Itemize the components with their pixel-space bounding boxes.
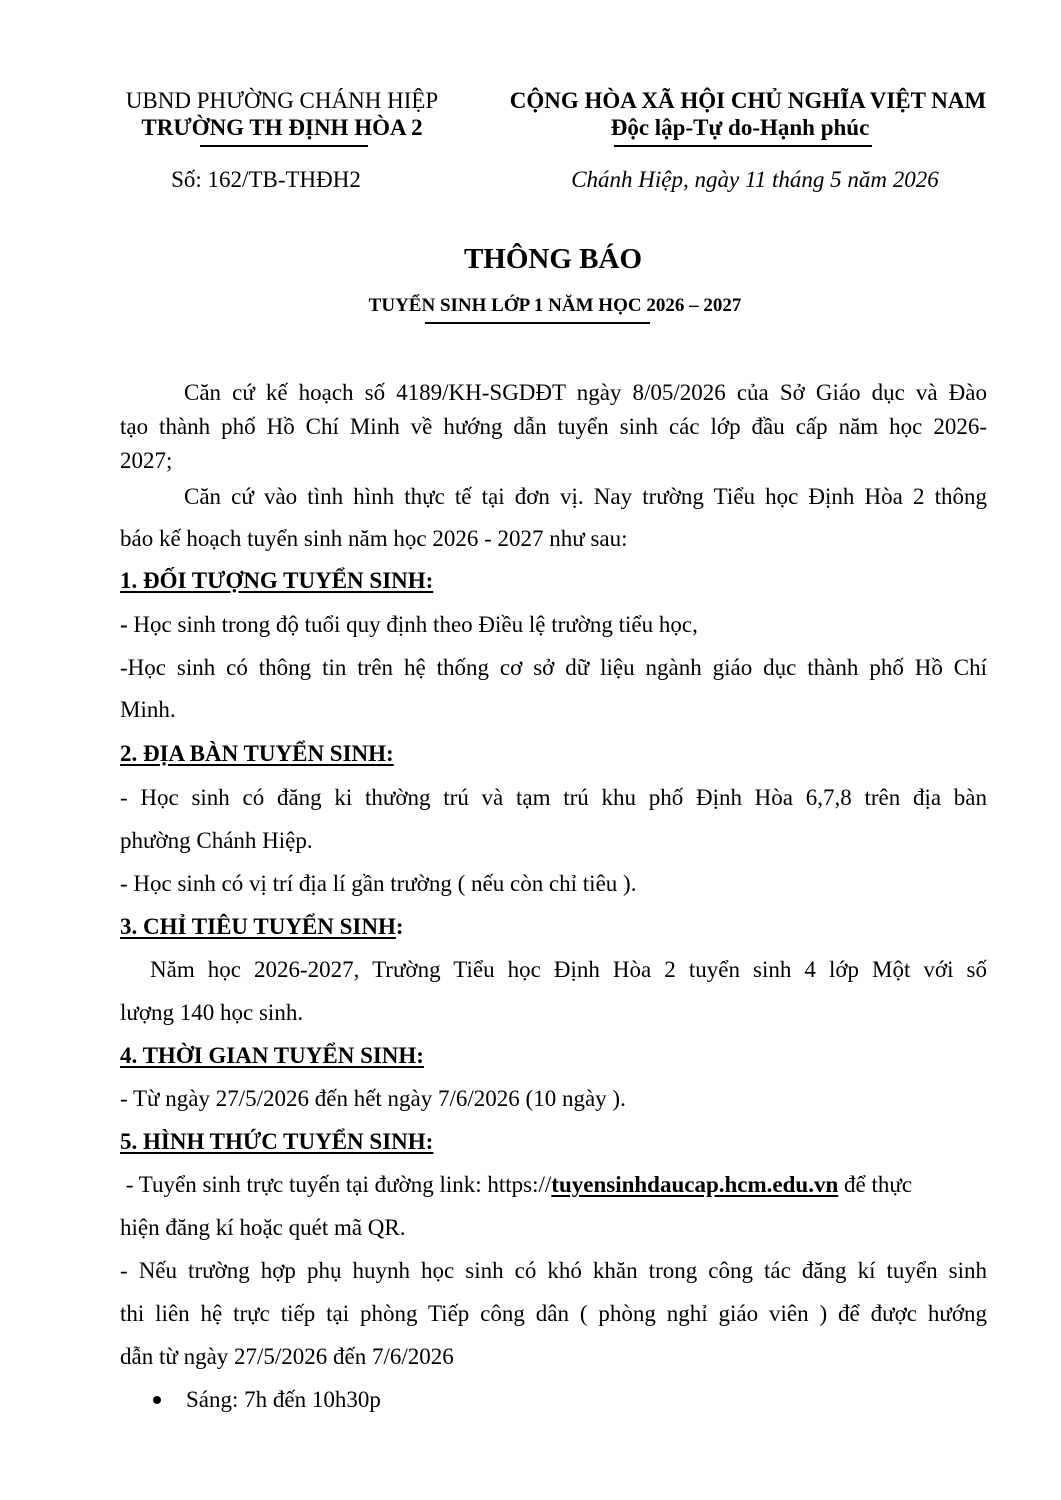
intro-p1-line2: tạo thành phố Hồ Chí Minh về hướng dẫn tuyển sinh các lớp đầu cấp năm học 2026- [120,414,987,439]
section-3-heading-text: 3. CHỈ TIÊU TUYỂN SINH [120,914,396,939]
section-4-heading: 4. THỜI GIAN TUYỂN SINH: [120,1043,424,1068]
section-5-heading: 5. HÌNH THỨC TUYỂN SINH: [120,1129,434,1154]
intro-p1-line1: Căn cứ kế hoạch số 4189/KH-SGDĐT ngày 8/05/2026 của Sở Giáo dục và Đào [184,380,987,405]
registration-link[interactable]: tuyensinhdaucap.hcm.edu.vn [551,1172,839,1197]
org-underline [200,145,368,147]
section-5-item-1-line2: hiện đăng kí hoặc quét mã QR. [120,1215,406,1240]
section-5-bullet-1: Sáng: 7h đến 10h30p [186,1387,381,1412]
section-5-item-2-line2: thi liên hệ trực tiếp tại phòng Tiếp công dân ( phòng nghỉ giáo viên ) để được hướng [120,1301,987,1326]
section-3-heading-colon: : [395,914,404,939]
dash-marker: - [120,612,128,637]
bullet-icon [153,1396,161,1404]
section-2-item-1-line1: - Học sinh có đăng ki thường trú và tạm trú khu phố Định Hòa 6,7,8 trên địa bàn [120,785,987,810]
section-1-heading: 1. ĐỐI TƯỢNG TUYỂN SINH: [120,568,434,593]
section-3-line1: Năm học 2026-2027, Trường Tiểu học Định Hòa 2 tuyển sinh 4 lớp Một với số [150,957,987,982]
section-5-item-2-line1: - Nếu trường hợp phụ huynh học sinh có khó khăn trong công tác đăng kí tuyển sinh [120,1258,987,1283]
intro-p2-line1: Căn cứ vào tình hình thực tế tại đơn vị. Nay trường Tiểu học Định Hòa 2 thông [184,484,987,509]
section-1-item-1-text: Học sinh trong độ tuổi quy định theo Điều lệ trường tiểu học, [127,612,698,637]
doc-number: Số: 162/TB-THĐH2 [171,167,361,192]
section-1-item-2-line1: -Học sinh có thông tin trên hệ thống cơ sở dữ liệu ngành giáo dục thành phố Hồ Chí [120,655,987,680]
place-date: Chánh Hiệp, ngày 11 tháng 5 năm 2026 [571,167,939,192]
intro-p1-line3: 2027; [120,448,173,473]
section-2-item-1-line2: phường Chánh Hiệp. [120,828,313,853]
section-3-line2: lượng 140 học sinh. [120,1000,304,1025]
org-line-1: UBND PHƯỜNG CHÁNH HIỆP [125,88,439,113]
section-5-item-1-prefix: - Tuyển sinh trực tuyến tại đường link: https:// [120,1172,552,1197]
section-5-item-1-line1 [120,1172,987,1198]
nation-underline [614,145,872,147]
section-4-item-1: - Từ ngày 27/5/2026 đến hết ngày 7/6/2026 (10 ngày ). [120,1086,626,1111]
intro-p2-line2: báo kế hoạch tuyển sinh năm học 2026 - 2027 như sau: [120,526,628,551]
section-1-item-1 [120,612,698,638]
subtitle-underline [425,322,650,324]
nation-line-2: Độc lập-Tự do-Hạnh phúc [610,115,870,140]
nation-line-1: CỘNG HÒA XÃ HỘI CHỦ NGHĨA VIỆT NAM [509,88,987,113]
section-5-item-2-line3: dẫn từ ngày 27/5/2026 đến 7/6/2026 [120,1344,454,1369]
section-2-item-2: - Học sinh có vị trí địa lí gần trường ( nếu còn chỉ tiêu ). [120,871,637,896]
section-1-item-2-line2: Minh. [120,697,176,722]
doc-subtitle: TUYỂN SINH LỚP 1 NĂM HỌC 2026 – 2027 [368,295,742,316]
section-2-heading: 2. ĐỊA BÀN TUYỂN SINH: [120,741,394,766]
section-3-heading [120,914,404,940]
doc-title: THÔNG BÁO [463,243,643,275]
section-5-item-1-suffix: để thực [838,1172,913,1197]
org-line-2: TRƯỜNG TH ĐỊNH HÒA 2 [141,115,423,140]
